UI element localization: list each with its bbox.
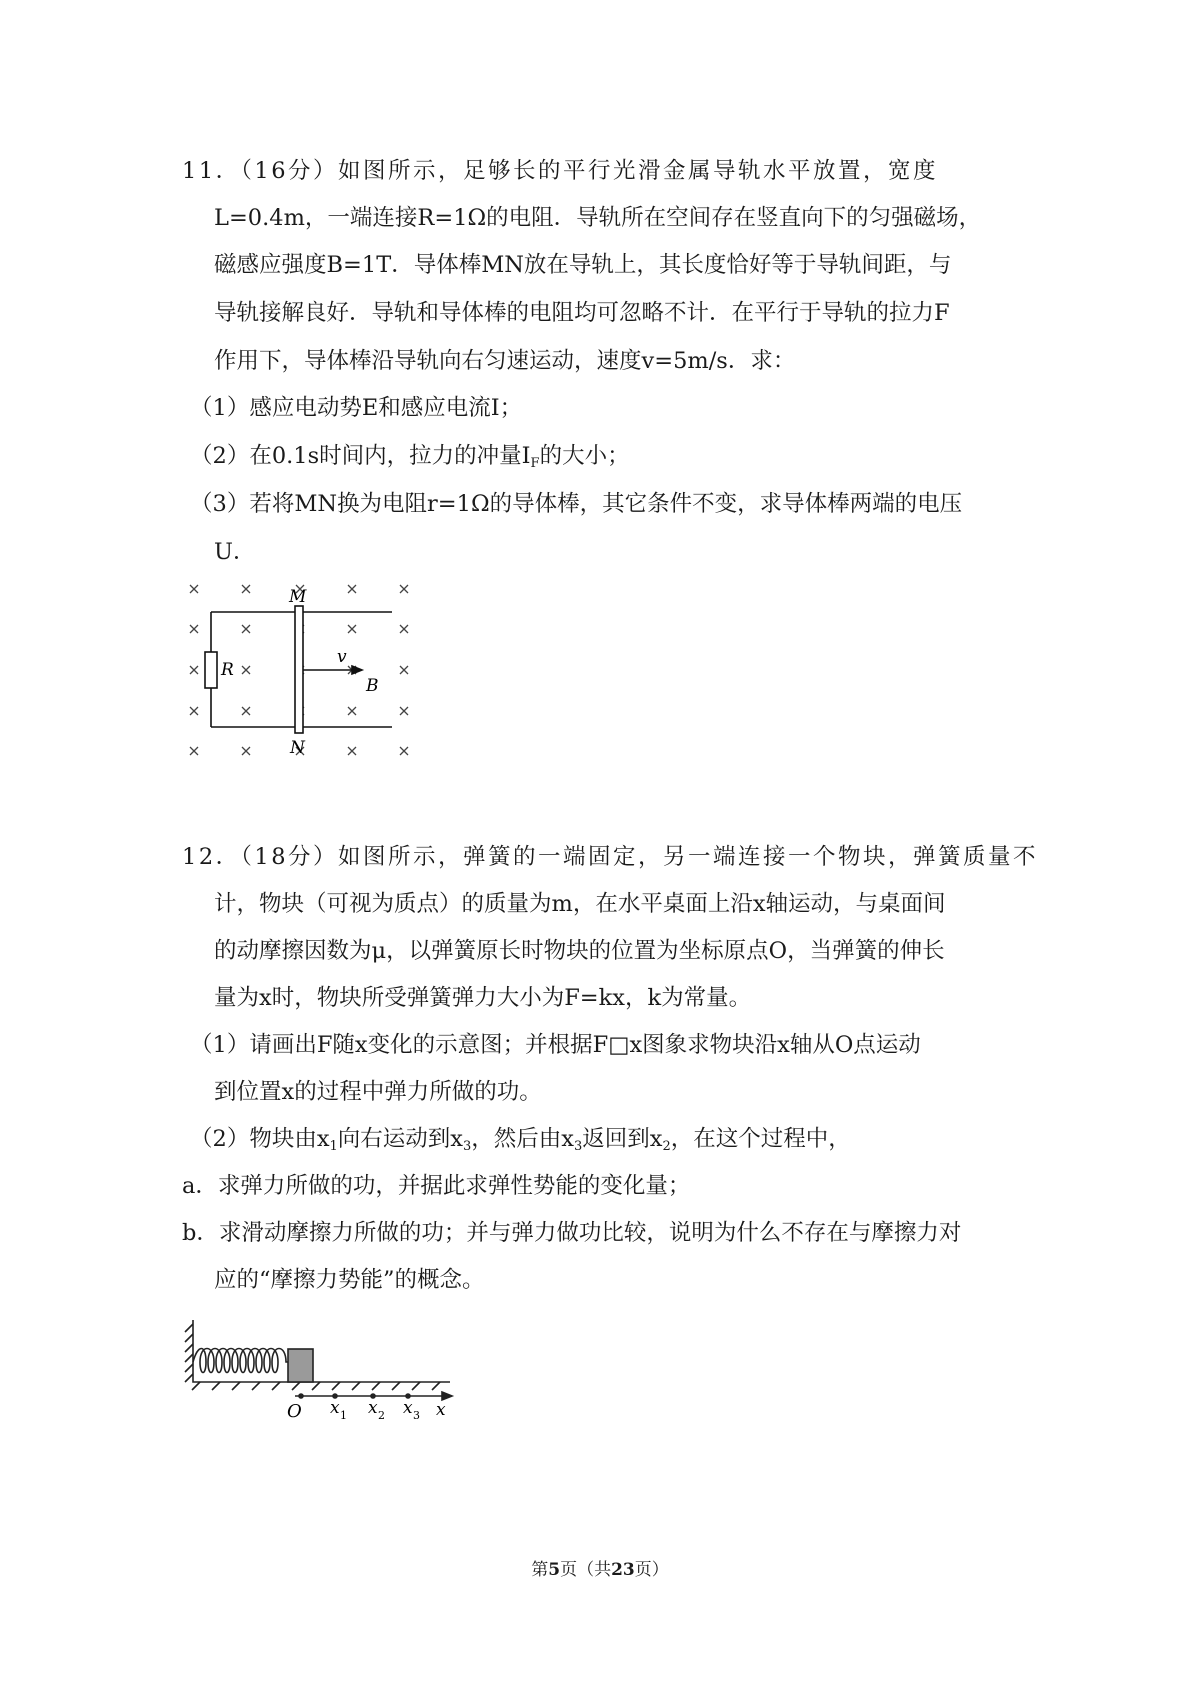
q11-line-5: 作用下，导体棒沿导轨向右匀速运动，速度v=5m/s．求： bbox=[214, 348, 796, 374]
label-x3: x bbox=[403, 1398, 413, 1418]
label-m: M bbox=[289, 587, 307, 607]
block bbox=[288, 1349, 313, 1382]
q12-part-a: a．求弹力所做的功，并据此求弹性势能的变化量； bbox=[182, 1173, 691, 1199]
svg-text:3: 3 bbox=[413, 1409, 420, 1420]
conductor-rod-mn bbox=[295, 606, 303, 733]
page-footer: 第5页（共23页） bbox=[531, 1560, 669, 1580]
label-o: O bbox=[287, 1401, 302, 1420]
page-number: 5 bbox=[548, 1560, 561, 1580]
q11-circuit-figure bbox=[180, 575, 420, 765]
label-n: N bbox=[290, 738, 305, 758]
spring bbox=[193, 1349, 288, 1373]
q11-part-3-cont: U． bbox=[214, 539, 256, 565]
resistor bbox=[205, 652, 217, 688]
page-total: 23 bbox=[611, 1560, 635, 1580]
q12-line-2: 计，物块（可视为质点）的质量为m，在水平桌面上沿x轴运动，与桌面间 bbox=[214, 891, 946, 917]
label-v: v bbox=[337, 647, 347, 667]
q11-line-3: 磁感应强度B=1T．导体棒MN放在导轨上，其长度恰好等于导轨间距，与 bbox=[214, 252, 952, 278]
q12-line-4: 量为x时，物块所受弹簧弹力大小为F=kx，k为常量。 bbox=[214, 985, 752, 1011]
label-x-axis: x bbox=[436, 1400, 446, 1420]
q11-part-1: （1）感应电动势E和感应电流I； bbox=[190, 395, 523, 421]
q11-part-2: （2）在0.1s时间内，拉力的冲量$I_F$的大小； bbox=[190, 443, 630, 471]
label-x1: x bbox=[330, 1398, 340, 1418]
floor-hatch bbox=[192, 1382, 440, 1390]
q12-spring-figure bbox=[180, 1320, 500, 1420]
q12-part-1-cont: 到位置x的过程中弹力所做的功。 bbox=[214, 1079, 542, 1105]
q12-part-2: （2）物块由$x_1$向右运动到$x_3$，然后由$x_3$返回到$x_2$，在这个过程中， bbox=[190, 1126, 851, 1154]
q12-part-1: （1）请画出F随x变化的示意图；并根据F□x图象求物块沿x轴从O点运动 bbox=[190, 1032, 921, 1058]
wall-hatch bbox=[185, 1324, 193, 1382]
point-o bbox=[298, 1393, 304, 1399]
label-b: B bbox=[366, 676, 379, 696]
label-x2: x bbox=[368, 1398, 378, 1418]
q12-line-3: 的动摩擦因数为μ，以弹簧原长时物块的位置为坐标原点O，当弹簧的伸长 bbox=[214, 938, 945, 964]
q11-line-4: 导轨接解良好．导轨和导体棒的电阻均可忽略不计．在平行于导轨的拉力F bbox=[214, 300, 950, 326]
q12-line-1: 12．（18分）如图所示，弹簧的一端固定，另一端连接一个物块，弹簧质量不 bbox=[182, 844, 1039, 870]
q11-line-1: 11．（16分）如图所示，足够长的平行光滑金属导轨水平放置，宽度 bbox=[182, 158, 939, 184]
q11-line-2: L=0.4m，一端连接R=1Ω的电阻．导轨所在空间存在竖直向下的匀强磁场， bbox=[214, 205, 982, 231]
svg-text:1: 1 bbox=[340, 1409, 347, 1420]
q12-part-b: b．求滑动摩擦力所做的功；并与弹力做功比较，说明为什么不存在与摩擦力对 bbox=[182, 1220, 962, 1246]
label-r: R bbox=[221, 660, 234, 680]
svg-text:2: 2 bbox=[378, 1409, 385, 1420]
q12-part-b-cont: 应的“摩擦力势能”的概念。 bbox=[214, 1267, 485, 1293]
q11-part-3: （3）若将MN换为电阻r=1Ω的导体棒，其它条件不变，求导体棒两端的电压 bbox=[190, 491, 963, 517]
wall bbox=[193, 1320, 450, 1382]
